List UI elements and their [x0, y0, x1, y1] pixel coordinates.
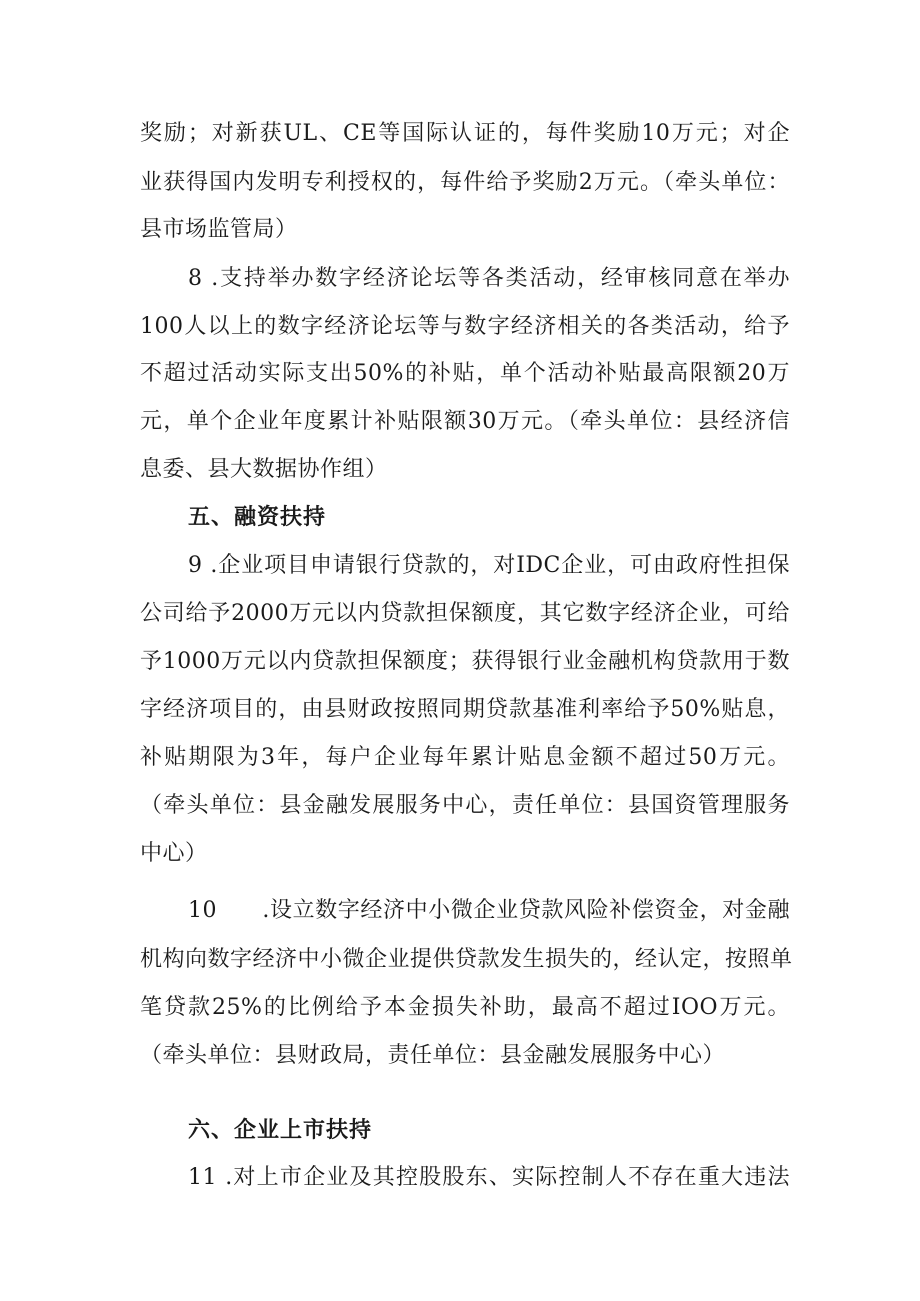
text-line: 息委、县大数据协作组） [140, 457, 388, 482]
text-line: 业获得国内发明专利授权的，每件给予奖励2万元。（牵头单位： [140, 170, 790, 195]
text-line: 元，单个企业年度累计补贴限额30万元。（牵头单位：县经济信 [140, 409, 790, 434]
text-line: 县市场监管局） [140, 217, 298, 242]
text-line: 8 .支持举办数字经济论坛等各类活动，经审核同意在举办 [188, 266, 790, 291]
text-line: 字经济项目的，由县财政按照同期贷款基准利率给予50%贴息， [140, 697, 790, 722]
text-line: 补贴期限为3年，每户企业每年累计贴息金额不超过50万元。 [140, 745, 790, 770]
text-line: （牵头单位：县财政局，责任单位：县金融发展服务中心） [140, 1043, 726, 1068]
text-line: 予1000万元以内贷款担保额度；获得银行业金融机构贷款用于数 [140, 649, 790, 674]
text-line: 9 .企业项目申请银行贷款的，对IDC企业，可由政府性担保 [188, 553, 790, 578]
text-line: 不超过活动实际支出50%的补贴，单个活动补贴最高限额20万 [140, 361, 790, 386]
text-line: 笔贷款25%的比例给予本金损失补助，最高不超过IOO万元。 [140, 995, 790, 1020]
text-line: 11 .对上市企业及其控股股东、实际控制人不存在重大违法 [188, 1165, 790, 1190]
text-line: 10 .设立数字经济中小微企业贷款风险补偿资金，对金融 [188, 898, 790, 923]
text-line: （牵头单位：县金融发展服务中心，责任单位：县国资管理服务 [140, 793, 790, 818]
text-line: 中心） [140, 841, 208, 866]
text-line: 机构向数字经济中小微企业提供贷款发生损失的，经认定，按照单 [140, 947, 793, 972]
text-line: 公司给予2000万元以内贷款担保额度，其它数字经济企业，可给 [140, 601, 790, 626]
text-line: 奖励；对新获UL、CE等国际认证的，每件奖励10万元；对企 [140, 121, 790, 146]
text-line: 100人以上的数字经济论坛等与数字经济相关的各类活动，给予 [140, 314, 790, 339]
section-heading: 五、融资扶持 [188, 505, 327, 530]
section-heading: 六、企业上市扶持 [188, 1118, 373, 1143]
